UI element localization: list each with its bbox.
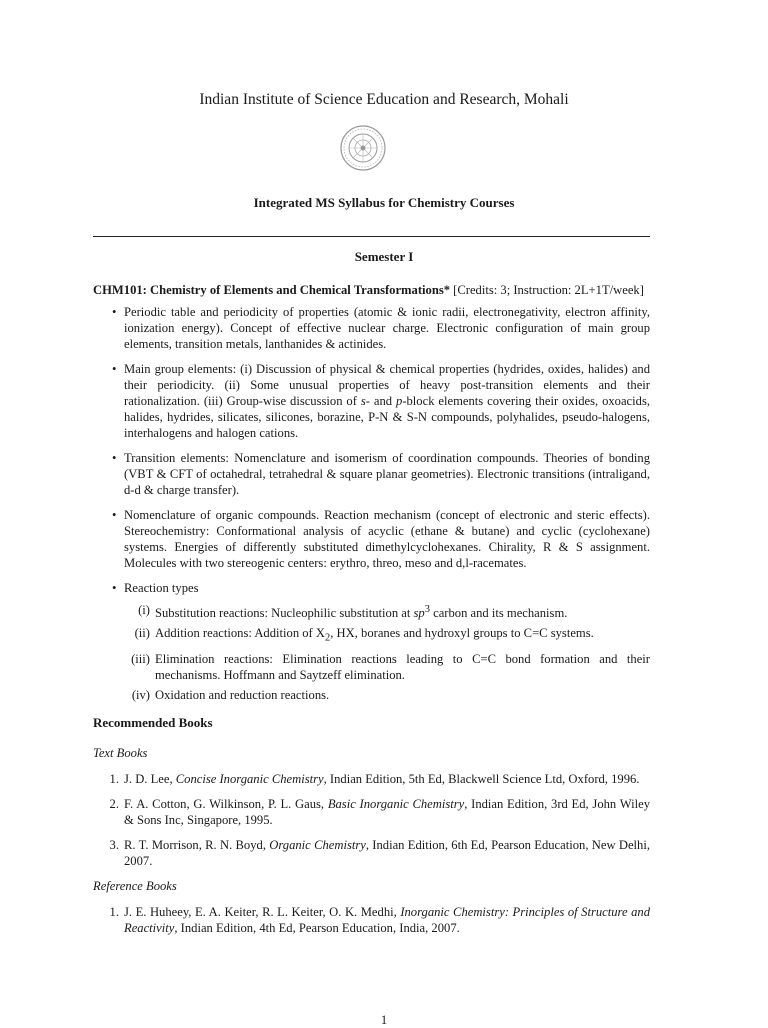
text-books-heading: Text Books xyxy=(93,745,148,760)
superscript: 3 xyxy=(424,604,430,615)
text-run: , HX, boranes and hydroxyl groups to C=C systems. xyxy=(330,626,594,641)
subscript: 2 xyxy=(325,632,331,644)
text-run: carbon and its mechanism. xyxy=(429,606,568,621)
book-authors: J. D. Lee, xyxy=(124,771,176,786)
item-number: 1. xyxy=(109,904,119,919)
reaction-elimination xyxy=(124,651,650,683)
book-item xyxy=(93,796,650,828)
reaction-substitution xyxy=(124,602,650,621)
item-number: (i) xyxy=(138,603,150,617)
book-publication: , Indian Edition, 6th Ed, Pearson Education, New Delhi, 2007. xyxy=(124,837,650,868)
topic-text: Transition elements: Nomenclature and isomerism of coordination compounds. Theories of bonding (VBT & CFT of octahedral, tetrahedral & square planar geometries). Electronic transitions (intraligand, d-d & charge transfer). xyxy=(124,451,650,497)
syllabus-content xyxy=(93,282,650,945)
item-number: 2. xyxy=(109,796,119,811)
semester-heading: Semester I xyxy=(354,249,414,264)
book-publication: , Indian Edition, 5th Ed, Blackwell Science Ltd, Oxford, 1996. xyxy=(323,771,640,786)
item-number: 1. xyxy=(109,771,119,786)
reference-books-heading: Reference Books xyxy=(93,878,177,893)
recommended-books-heading: Recommended Books xyxy=(93,714,213,730)
topic-transition xyxy=(93,450,650,498)
topic-text: Nomenclature of organic compounds. Reaction mechanism (concept of electronic and steric effects). Stereochemistry: Conformational analysis of acyclic (ethane & butane) and cyclic (cyclohexane) systems. Energies of differently substituted dimethylcyclohexanes. Chirality, R & S assignment. Molecules with two stereogenic centers: erythro, threo, meso and d,l-racemates. xyxy=(124,508,650,570)
item-number: (iii) xyxy=(131,651,150,666)
reaction-redox xyxy=(124,687,650,703)
book-publication: , Indian Edition, 4th Ed, Pearson Education, India, 2007. xyxy=(174,920,460,935)
course-heading xyxy=(93,282,650,298)
topic-periodicity xyxy=(93,304,650,352)
book-title: Basic Inorganic Chemistry xyxy=(327,796,465,811)
institute-name: Indian Institute of Science Education and Research, Mohali xyxy=(199,91,569,108)
italic-sp: sp xyxy=(413,606,425,621)
institute-seal-logo xyxy=(339,124,387,172)
bullet-mark: • xyxy=(112,451,117,465)
book-title: Organic Chemistry xyxy=(269,837,366,852)
item-number: (ii) xyxy=(134,626,150,641)
topic-main-group xyxy=(93,361,650,441)
book-title: Inorganic Chemistry: Principles of Structure and Reactivity xyxy=(124,904,650,935)
book-title: Concise Inorganic Chemistry xyxy=(175,771,324,786)
book-authors: J. E. Huheey, E. A. Keiter, R. L. Keiter, O. K. Medhi, xyxy=(124,904,401,919)
text-run: Oxidation and reduction reactions. xyxy=(155,687,330,702)
item-number: (iv) xyxy=(131,687,150,702)
text-run: Elimination reactions: Elimination reactions leading to C=C bond formation and their mechanisms. Hoffmann and Saytzeff elimination. xyxy=(155,651,650,682)
text-run: Main group elements: (i) Discussion of physical & chemical properties (hydrides, oxides, halides) and their periodicity. (ii) Some unusual properties of heavy post-transition elements and their rationalization. (iii) Group-wise discussion of xyxy=(124,362,650,408)
bullet-mark: • xyxy=(112,362,117,376)
topic-reaction-types xyxy=(93,580,650,703)
text-run: - and xyxy=(365,394,397,408)
reaction-types-list xyxy=(124,602,650,703)
document-subtitle: Integrated MS Syllabus for Chemistry Courses xyxy=(253,195,515,210)
topic-text: Reaction types xyxy=(124,581,199,595)
book-item xyxy=(93,837,650,869)
topic-text xyxy=(124,362,650,440)
bullet-mark: • xyxy=(112,508,117,522)
topic-list xyxy=(93,304,650,703)
text-run: Addition reactions: Addition of X xyxy=(155,626,325,641)
reference-books-list xyxy=(93,904,650,936)
topic-text: Periodic table and periodicity of properties (atomic & ionic radii, electronegativity, electron affinity, ionization energy). Concept of effective nuclear charge. Electronic configuration of main group elements, transition metals, lanthanides & actinides. xyxy=(124,305,650,351)
course-title: CHM101: Chemistry of Elements and Chemical Transformations* xyxy=(93,283,451,297)
bullet-mark: • xyxy=(112,305,117,319)
book-authors: F. A. Cotton, G. Wilkinson, P. L. Gaus, xyxy=(124,796,328,811)
book-authors: R. T. Morrison, R. N. Boyd, xyxy=(124,837,270,852)
book-item xyxy=(93,771,650,787)
book-item xyxy=(93,904,650,936)
bullet-mark: • xyxy=(112,581,117,595)
text-run: Substitution reactions: Nucleophilic substitution at xyxy=(155,606,414,621)
topic-organic xyxy=(93,507,650,571)
page-number: 1 xyxy=(380,1013,388,1027)
text-books-list xyxy=(93,771,650,869)
horizontal-rule xyxy=(93,236,650,237)
course-details: [Credits: 3; Instruction: 2L+1T/week] xyxy=(450,283,644,297)
item-number: 3. xyxy=(109,837,119,852)
italic-p: p xyxy=(396,394,403,408)
italic-s: s xyxy=(360,394,366,408)
book-publication: , Indian Edition, 3rd Ed, John Wiley & Sons Inc, Singapore, 1995. xyxy=(124,796,650,827)
text-run: -block elements covering their oxides, oxoacids, halides, hydrides, silicates, silicones, borazine, P-N & S-N compounds, polyhalides, pseudo-halogens, interhalogens and halogen cations. xyxy=(124,394,650,440)
reaction-addition xyxy=(124,625,650,647)
